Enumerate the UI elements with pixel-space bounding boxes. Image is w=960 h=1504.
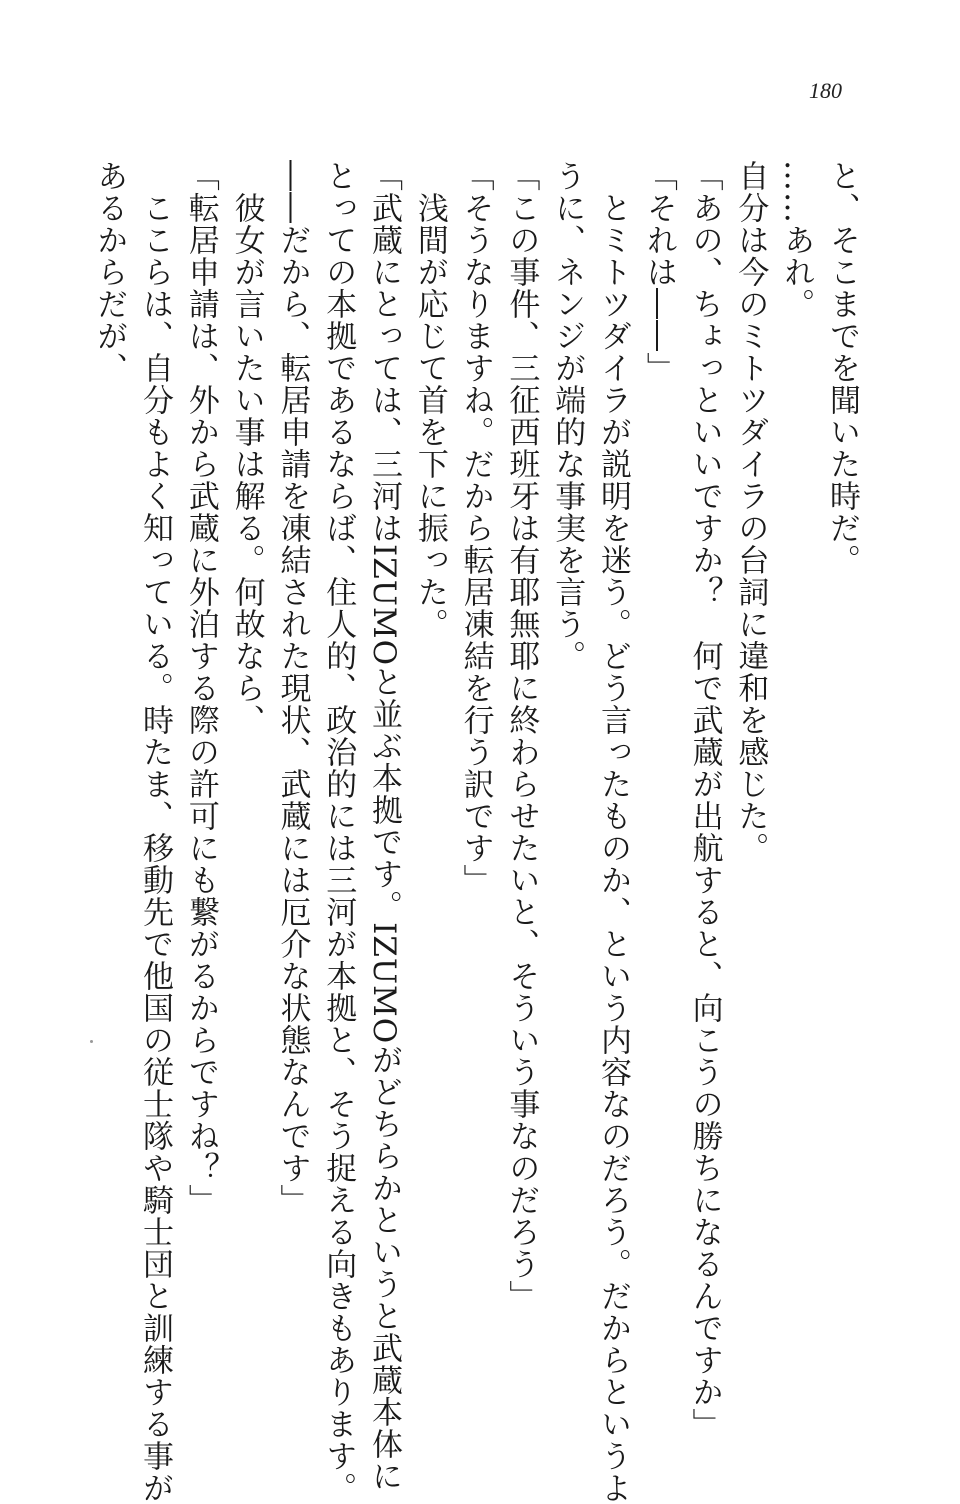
- text-line: ――だから、転居申請を凍結された現状、武蔵には厄介な状態なんです」: [274, 160, 311, 1216]
- text-line: 「あの、ちょっといいですか？ 何で武蔵が出航すると、向こうの勝ちになるんですか」: [686, 160, 723, 1440]
- text-line: 彼女が言いたい事は解る。何故なら、: [228, 160, 265, 736]
- body-text: [91, 160, 864, 1504]
- text-line: 「それは――」: [640, 160, 677, 384]
- text-line: 浅間が応じて首を下に振った。: [411, 160, 448, 640]
- text-line: 自分は今のミトツダイラの台詞に違和を感じた。: [732, 160, 769, 864]
- text-line: とっての本拠であるならば、住人的、政治的には三河が本拠と、そう捉える向きもあります。: [320, 160, 357, 1504]
- text-line: 「武蔵にとっては、三河はIZUMOと並ぶ本拠です。IZUMOがどちらかというと武蔵本体に: [366, 160, 403, 1493]
- text-line: 「そうなりますね。だから転居凍結を行う訳です」: [457, 160, 494, 896]
- text-line: 「転居申請は、外から武蔵に外泊する際の許可にも繋がるからですね？」: [182, 160, 219, 1216]
- scan-speck: [90, 1040, 93, 1043]
- text-line: 「この事件、三征西班牙は有耶無耶に終わらせたいと、そういう事なのだろう」: [503, 160, 540, 1312]
- text-line: あるからだが、: [91, 160, 128, 384]
- text-line: ……あれ。: [778, 160, 815, 320]
- text-line: うに、ネンジが端的な事実を言う。: [549, 160, 586, 672]
- text-line: とミトツダイラが説明を迷う。どう言ったものか、という内容なのだろう。だからというよ: [595, 160, 632, 1504]
- page-number: 180: [809, 78, 842, 103]
- text-line: と、そこまでを聞いた時だ。: [824, 160, 860, 576]
- text-line: ここらは、自分もよく知っている。時たま、移動先で他国の従士隊や騎士団と訓練する事が: [137, 160, 174, 1504]
